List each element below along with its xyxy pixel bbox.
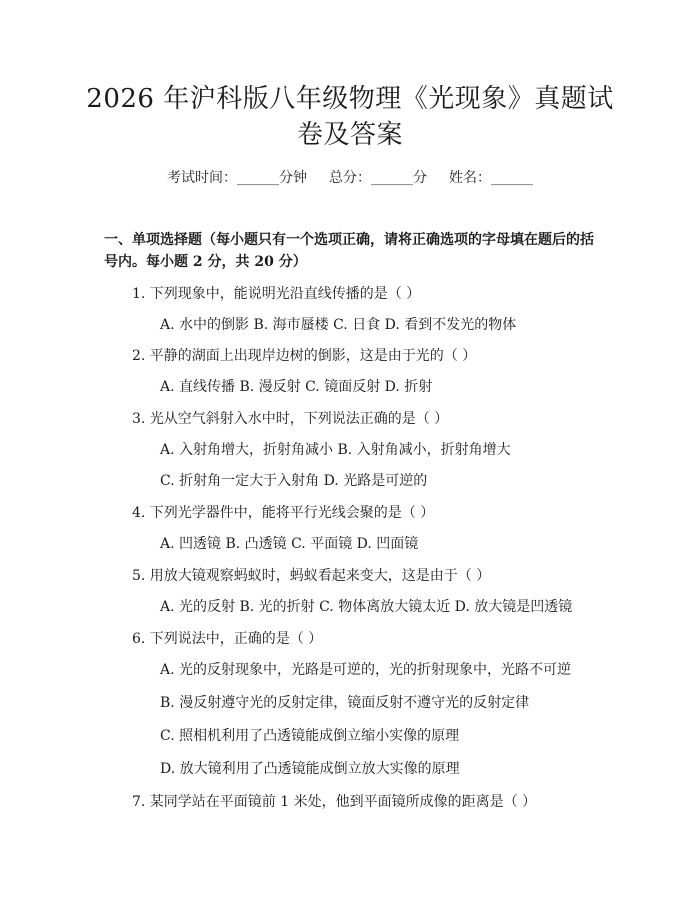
exam-score-field: 总分：______分 — [329, 170, 427, 186]
exam-info-bar — [0, 168, 700, 188]
question-stem: 1. 下列现象中，能说明光沿直线传播的是（ ） — [132, 286, 421, 302]
page-title-line1: 2026 年沪科版八年级物理《光现象》真题试 — [86, 84, 614, 114]
question-options: A. 光的反射 B. 光的折射 C. 物体离放大镜太近 D. 放大镜是凹透镜 — [160, 599, 573, 615]
question-options: D. 放大镜利用了凸透镜能成倒立放大实像的原理 — [160, 761, 460, 777]
question-stem: 4. 下列光学器件中，能将平行光线会聚的是（ ） — [132, 505, 435, 521]
question-stem: 7. 某同学站在平面镜前 1 米处，他到平面镜所成像的距离是（ ） — [132, 794, 537, 810]
question-stem: 5. 用放大镜观察蚂蚁时，蚂蚁看起来变大，这是由于（ ） — [132, 568, 491, 584]
question-options: C. 照相机利用了凸透镜能成倒立缩小实像的原理 — [160, 728, 460, 744]
question-stem: 3. 光从空气斜射入水中时，下列说法正确的是（ ） — [132, 411, 449, 427]
section-heading-line1: 一、单项选择题（每小题只有一个选项正确，请将正确选项的字母填在题后的括 — [104, 232, 594, 248]
question-options: A. 直线传播 B. 漫反射 C. 镜面反射 D. 折射 — [160, 379, 433, 395]
question-stem: 2. 平静的湖面上出现岸边树的倒影，这是由于光的（ ） — [132, 348, 477, 364]
exam-name-field: 姓名：______ — [449, 170, 533, 186]
page-title-line2: 卷及答案 — [296, 120, 403, 150]
section-heading-line2: 号内。每小题 2 分，共 20 分） — [104, 254, 307, 270]
question-options: A. 凹透镜 B. 凸透镜 C. 平面镜 D. 凹面镜 — [160, 536, 419, 552]
question-options: A. 光的反射现象中，光路是可逆的，光的折射现象中，光路不可逆 — [160, 662, 572, 678]
question-options: A. 入射角增大，折射角减小 B. 入射角减小，折射角增大 — [160, 442, 511, 458]
exam-time-field: 考试时间：______分钟 — [167, 170, 307, 186]
question-stem: 6. 下列说法中，正确的是（ ） — [132, 631, 323, 647]
question-options: B. 漫反射遵守光的反射定律，镜面反射不遵守光的反射定律 — [160, 695, 530, 711]
question-options: A. 水中的倒影 B. 海市蜃楼 C. 日食 D. 看到不发光的物体 — [160, 317, 517, 333]
question-options: C. 折射角一定大于入射角 D. 光路是可逆的 — [160, 473, 428, 489]
